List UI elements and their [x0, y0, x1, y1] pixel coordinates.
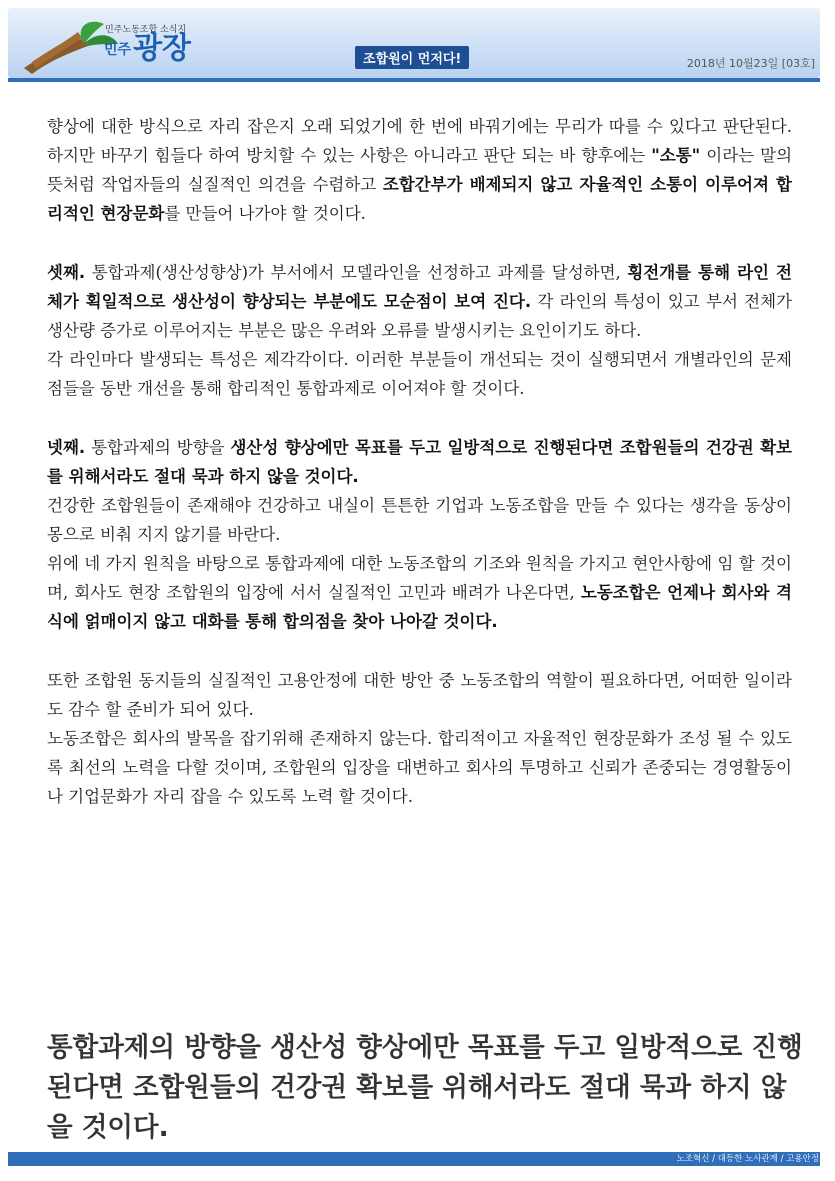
logo-subtitle: 민주노동조합 소식지 [105, 25, 187, 35]
logo-title-main: 광장 [133, 31, 192, 66]
conclusion-statement: 통합과제의 방향을 생산성 향상에만 목표를 두고 일방적으로 진행된다면 조합원들의 건강권 확보를 위해서라도 절대 묵과 하지 않을 것이다. [47, 1032, 803, 1143]
paragraph: 노동조합은 회사의 발목을 잡기위해 존재하지 않는다. 합리적이고 자율적인 현장문화가 조성 될 수 있도록 최선의 노력을 다할 것이며, 조합원의 입장을 대변하고 회사의 투명하고 신뢰가 존중되는 경영활동이나 기업문화가 자리 잡을 수 있도록 노력 할 것이다. [47, 729, 792, 806]
paragraph [47, 112, 792, 228]
paragraph-text: 통합과제의 방향을 [85, 438, 231, 457]
paragraph [47, 549, 792, 636]
bold-text: 노동조합은 언제나 회사와 격식에 얽매이지 않고 대화를 통해 합의점을 찾아 나아갈 것이다. [47, 583, 792, 631]
paragraph-text: 각 라인의 특성이 있고 부서 전체가 생산량 증가로 이루어지는 부분은 많은 우려와 오류를 발생시키는 요인이기도 하다. [47, 292, 792, 340]
article-body [47, 112, 792, 811]
paragraph-text: 를 만들어 나가야 할 것이다. [164, 204, 366, 223]
paragraph: 각 라인마다 발생되는 특성은 제각각이다. 이러한 부분들이 개선되는 것이 실행되면서 개별라인의 문제점들을 동반 개선을 통해 합리적인 통합과제로 이어져야 할 것이다. [47, 350, 792, 398]
paragraph: 건강한 조합원들이 존재해야 건강하고 내실이 튼튼한 기업과 노동조합을 만들 수 있다는 생각을 동상이몽으로 비춰 지지 않기를 바란다. [47, 496, 792, 544]
paragraph: 또한 조합원 동지들의 실질적인 고용안정에 대한 방안 중 노동조합의 역할이 필요하다면, 어떠한 일이라도 감수 할 준비가 되어 있다. [47, 671, 792, 719]
logo-title-small: 민주 [104, 41, 132, 58]
section-number: 넷째. [47, 438, 86, 457]
logo-title [104, 32, 191, 67]
paragraph [47, 258, 792, 345]
header-slogan: 조합원이 먼저다! [355, 46, 469, 69]
bold-text: 횡전개를 통해 라인 전체가 획일적으로 생산성이 향상되는 부분에도 모순점이 보여 진다. [47, 263, 792, 311]
issue-date: 2018년 10월23일 [03호] [686, 57, 815, 70]
footer-text: 노조혁신 / 대등한 노사관계 / 고용안정 [676, 1154, 819, 1164]
bold-text: 조합간부가 배제되지 않고 자율적인 소통이 이루어져 합리적인 현장문화 [47, 175, 792, 223]
bold-text: 생산성 향상에만 목표를 두고 일방적으로 진행된다면 조합원들의 건강권 확보를 위해서라도 절대 묵과 하지 않을 것이다. [47, 438, 792, 486]
paragraph-text: 이라는 말의 뜻처럼 작업자들의 실질적인 의견을 수렴하고 [47, 146, 793, 194]
paragraph [47, 433, 792, 491]
paragraph-text: 위에 네 가지 원칙을 바탕으로 통합과제에 대한 노동조합의 기조와 원칙을 가지고 현안사항에 임 할 것이며, 회사도 현장 조합원의 입장에 서서 실질적인 고민과 배려가 나온다면, [47, 554, 792, 602]
bold-text: "소통" [651, 146, 701, 165]
header-divider [8, 78, 820, 82]
paragraph-text: 통합과제(생산성향상)가 부서에서 모델라인을 선정하고 과제를 달성하면, [85, 263, 628, 282]
section-number: 셋째. [47, 263, 86, 282]
paragraph-text: 향상에 대한 방식으로 자리 잡은지 오래 되었기에 한 번에 바꿔기에는 무리가 따를 수 있다고 판단된다. 하지만 바꾸기 힘들다 하여 방치할 수 있는 사항은 아니라고 판단 되는 바 향후에는 [47, 117, 792, 165]
